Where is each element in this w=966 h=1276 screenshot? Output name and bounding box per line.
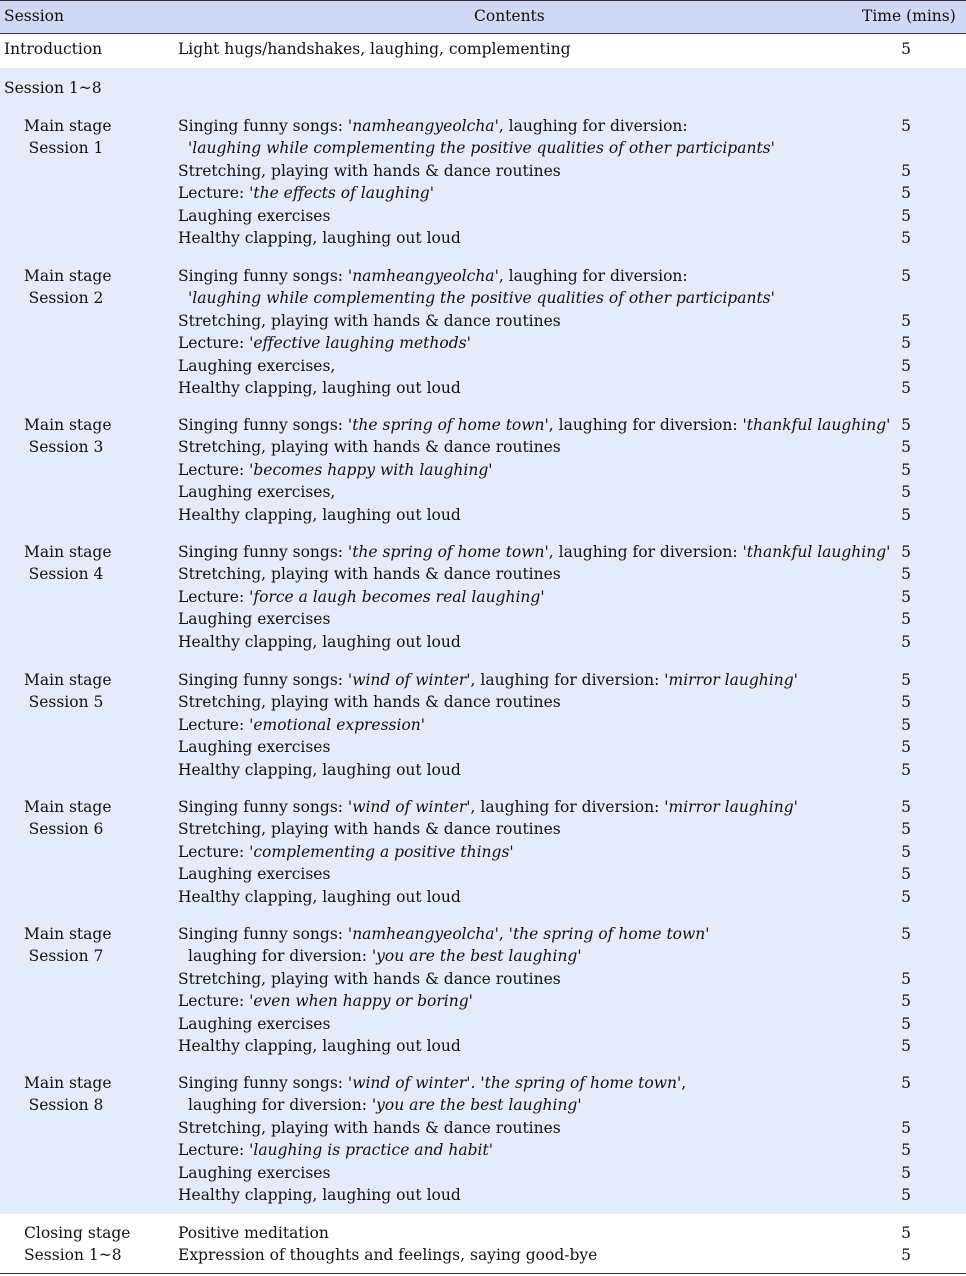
- header-time: Time (mins): [862, 7, 956, 25]
- session-5-time: 5: [901, 715, 911, 734]
- session-5-content: Stretching, playing with hands & dance routines: [178, 693, 561, 712]
- session-1-line: [0, 160, 966, 182]
- session-8-time: 5: [901, 1118, 911, 1137]
- session-7-stage-label: Main stage: [24, 925, 112, 943]
- introduction-label: Introduction: [4, 40, 103, 58]
- session-8-session-label: Session 8: [28, 1096, 104, 1115]
- session-4-stage-label: Main stage: [24, 543, 112, 561]
- session-8-content: Laughing exercises: [178, 1163, 331, 1182]
- session-4-time: 5: [901, 632, 911, 651]
- session-8-content: laughing for diversion: 'you are the best laughing': [188, 1096, 582, 1115]
- session-5-content: Healthy clapping, laughing out loud: [178, 760, 461, 779]
- session-6-time: 5: [901, 820, 911, 839]
- session-7-content: Laughing exercises: [178, 1014, 331, 1033]
- session-7-line: [0, 968, 966, 990]
- session-4-content: Healthy clapping, laughing out loud: [178, 632, 461, 651]
- session-2-content: Laughing exercises,: [178, 356, 336, 375]
- session-2-content: Lecture: 'effective laughing methods': [178, 334, 471, 353]
- session-1-time: 5: [901, 161, 911, 180]
- session-7-time: 5: [901, 969, 911, 988]
- session-3-content: Laughing exercises,: [178, 483, 336, 502]
- session-6-line: [0, 863, 966, 885]
- session-6-content: Stretching, playing with hands & dance routines: [178, 820, 561, 839]
- session-6-line: [0, 796, 966, 818]
- session-2-time: 5: [901, 311, 911, 330]
- session-1-content: 'laughing while complementing the positive qualities of other participants': [188, 139, 775, 158]
- session-1-content: Laughing exercises: [178, 206, 331, 225]
- session-5-stage-label: Main stage: [24, 671, 112, 689]
- closing-time: 5: [901, 1246, 911, 1265]
- session-8-time: 5: [901, 1163, 911, 1182]
- session-6-time: 5: [901, 798, 911, 816]
- session-2-line: [0, 355, 966, 377]
- session-5-line: [0, 669, 966, 691]
- session-2-session-label: Session 2: [28, 289, 104, 308]
- session-3-content: Lecture: 'becomes happy with laughing': [178, 460, 493, 479]
- session-7-content: laughing for diversion: 'you are the best laughing': [188, 947, 582, 966]
- session-6-stage-label: Main stage: [24, 798, 112, 816]
- session-4-content: Stretching, playing with hands & dance routines: [178, 565, 561, 584]
- closing-stage-label: Closing stage: [24, 1224, 131, 1242]
- session-2-line: [0, 332, 966, 354]
- group-label: Session 1~8: [4, 79, 102, 97]
- closing-line: [0, 1244, 966, 1266]
- session-5-content: Laughing exercises: [178, 738, 331, 757]
- session-7-time: 5: [901, 1014, 911, 1033]
- session-1-time: 5: [901, 229, 911, 247]
- introduction-content: Light hugs/handshakes, laughing, complementing: [178, 40, 571, 58]
- session-3-content: Singing funny songs: 'the spring of home town', laughing for diversion: 'thankful laughing': [178, 416, 891, 434]
- session-2-time: 5: [901, 379, 911, 397]
- session-8-content: Healthy clapping, laughing out loud: [178, 1186, 461, 1204]
- session-4-content: Singing funny songs: 'the spring of home town', laughing for diversion: 'thankful laughing': [178, 543, 891, 561]
- session-1-time: 5: [901, 117, 911, 135]
- session-5-time: 5: [901, 671, 911, 689]
- session-1-time: 5: [901, 184, 911, 203]
- session-5-line: [0, 714, 966, 736]
- session-7-content: Singing funny songs: 'namheangyeolcha', 'the spring of home town': [178, 925, 710, 943]
- introduction-row: [0, 38, 966, 60]
- session-2-line: [0, 377, 966, 399]
- session-2-time: 5: [901, 334, 911, 353]
- session-2-line: [0, 265, 966, 287]
- session-7-time: 5: [901, 992, 911, 1011]
- session-8-time: 5: [901, 1186, 911, 1204]
- session-3-time: 5: [901, 438, 911, 457]
- closing-content: Positive meditation: [178, 1224, 329, 1242]
- session-3-time: 5: [901, 416, 911, 434]
- session-1-content: Singing funny songs: 'namheangyeolcha', laughing for diversion:: [178, 117, 688, 135]
- session-2-content: Stretching, playing with hands & dance routines: [178, 311, 561, 330]
- session-8-line: [0, 1094, 966, 1116]
- session-2-line: [0, 310, 966, 332]
- session-1-line: [0, 227, 966, 249]
- session-4-line: [0, 586, 966, 608]
- session-4-line: [0, 541, 966, 563]
- session-3-content: Healthy clapping, laughing out loud: [178, 505, 461, 524]
- session-6-content: Laughing exercises: [178, 865, 331, 884]
- session-3-time: 5: [901, 483, 911, 502]
- session-7-line: [0, 945, 966, 967]
- session-7-time: 5: [901, 925, 911, 943]
- session-4-session-label: Session 4: [28, 565, 104, 584]
- session-1-content: Stretching, playing with hands & dance routines: [178, 161, 561, 180]
- closing-session-label: Session 1~8: [24, 1246, 122, 1265]
- header-contents: Contents: [474, 7, 545, 25]
- session-7-line: [0, 1035, 966, 1057]
- session-8-content: Lecture: 'laughing is practice and habit': [178, 1141, 493, 1160]
- session-5-time: 5: [901, 693, 911, 712]
- session-6-content: Healthy clapping, laughing out loud: [178, 887, 461, 906]
- closing-time: 5: [901, 1224, 911, 1242]
- session-4-time: 5: [901, 587, 911, 606]
- session-4-time: 5: [901, 565, 911, 584]
- session-5-session-label: Session 5: [28, 693, 104, 712]
- session-5-line: [0, 736, 966, 758]
- session-8-line: [0, 1072, 966, 1094]
- session-6-time: 5: [901, 865, 911, 884]
- session-6-line: [0, 886, 966, 908]
- session-8-line: [0, 1139, 966, 1161]
- session-2-time: 5: [901, 356, 911, 375]
- session-8-line: [0, 1162, 966, 1184]
- session-8-content: Singing funny songs: 'wind of winter'. 'the spring of home town',: [178, 1074, 687, 1092]
- session-5-time: 5: [901, 760, 911, 779]
- session-1-content: Lecture: 'the effects of laughing': [178, 184, 434, 203]
- session-7-session-label: Session 7: [28, 947, 104, 966]
- session-4-line: [0, 563, 966, 585]
- session-6-line: [0, 818, 966, 840]
- session-6-time: 5: [901, 887, 911, 906]
- table-header: [0, 0, 966, 34]
- session-2-content: Singing funny songs: 'namheangyeolcha', laughing for diversion:: [178, 267, 688, 285]
- session-4-line: [0, 608, 966, 630]
- session-4-line: [0, 631, 966, 653]
- session-7-time: 5: [901, 1037, 911, 1055]
- session-6-time: 5: [901, 842, 911, 861]
- closing-content: Expression of thoughts and feelings, saying good-bye: [178, 1246, 598, 1265]
- session-8-line: [0, 1184, 966, 1206]
- session-3-line: [0, 459, 966, 481]
- bottom-rule: [0, 1273, 966, 1274]
- header-session: Session: [4, 7, 64, 25]
- session-2-stage-label: Main stage: [24, 267, 112, 285]
- session-6-content: Singing funny songs: 'wind of winter', laughing for diversion: 'mirror laughing': [178, 798, 798, 816]
- session-1-line: [0, 205, 966, 227]
- session-4-time: 5: [901, 610, 911, 629]
- session-1-content: Healthy clapping, laughing out loud: [178, 229, 461, 247]
- session-5-line: [0, 691, 966, 713]
- session-8-line: [0, 1117, 966, 1139]
- session-1-session-label: Session 1: [28, 139, 104, 158]
- session-4-content: Lecture: 'force a laugh becomes real laughing': [178, 587, 545, 606]
- session-7-content: Healthy clapping, laughing out loud: [178, 1037, 461, 1055]
- session-2-time: 5: [901, 267, 911, 285]
- session-4-time: 5: [901, 543, 911, 561]
- session-7-line: [0, 990, 966, 1012]
- session-1-line: [0, 137, 966, 159]
- session-1-time: 5: [901, 206, 911, 225]
- closing-line: [0, 1222, 966, 1244]
- session-7-line: [0, 923, 966, 945]
- session-3-line: [0, 481, 966, 503]
- session-3-line: [0, 436, 966, 458]
- session-4-content: Laughing exercises: [178, 610, 331, 629]
- session-3-content: Stretching, playing with hands & dance routines: [178, 438, 561, 457]
- session-3-line: [0, 414, 966, 436]
- session-5-line: [0, 759, 966, 781]
- session-7-content: Lecture: 'even when happy or boring': [178, 992, 473, 1011]
- group-label-row: [0, 77, 966, 99]
- session-5-content: Lecture: 'emotional expression': [178, 715, 426, 734]
- session-7-line: [0, 1013, 966, 1035]
- session-6-line: [0, 841, 966, 863]
- session-8-content: Stretching, playing with hands & dance routines: [178, 1118, 561, 1137]
- session-8-time: 5: [901, 1074, 911, 1092]
- session-6-content: Lecture: 'complementing a positive things': [178, 842, 514, 861]
- introduction-time: 5: [901, 40, 911, 58]
- session-7-content: Stretching, playing with hands & dance routines: [178, 969, 561, 988]
- session-3-time: 5: [901, 505, 911, 524]
- session-3-session-label: Session 3: [28, 438, 104, 457]
- session-1-stage-label: Main stage: [24, 117, 112, 135]
- session-2-line: [0, 287, 966, 309]
- session-3-time: 5: [901, 460, 911, 479]
- session-2-content: Healthy clapping, laughing out loud: [178, 379, 461, 397]
- session-5-time: 5: [901, 738, 911, 757]
- session-8-stage-label: Main stage: [24, 1074, 112, 1092]
- session-5-content: Singing funny songs: 'wind of winter', laughing for diversion: 'mirror laughing': [178, 671, 798, 689]
- session-2-content: 'laughing while complementing the positive qualities of other participants': [188, 289, 775, 308]
- session-8-time: 5: [901, 1141, 911, 1160]
- session-1-line: [0, 115, 966, 137]
- session-3-stage-label: Main stage: [24, 416, 112, 434]
- session-3-line: [0, 504, 966, 526]
- session-1-line: [0, 182, 966, 204]
- session-6-session-label: Session 6: [28, 820, 104, 839]
